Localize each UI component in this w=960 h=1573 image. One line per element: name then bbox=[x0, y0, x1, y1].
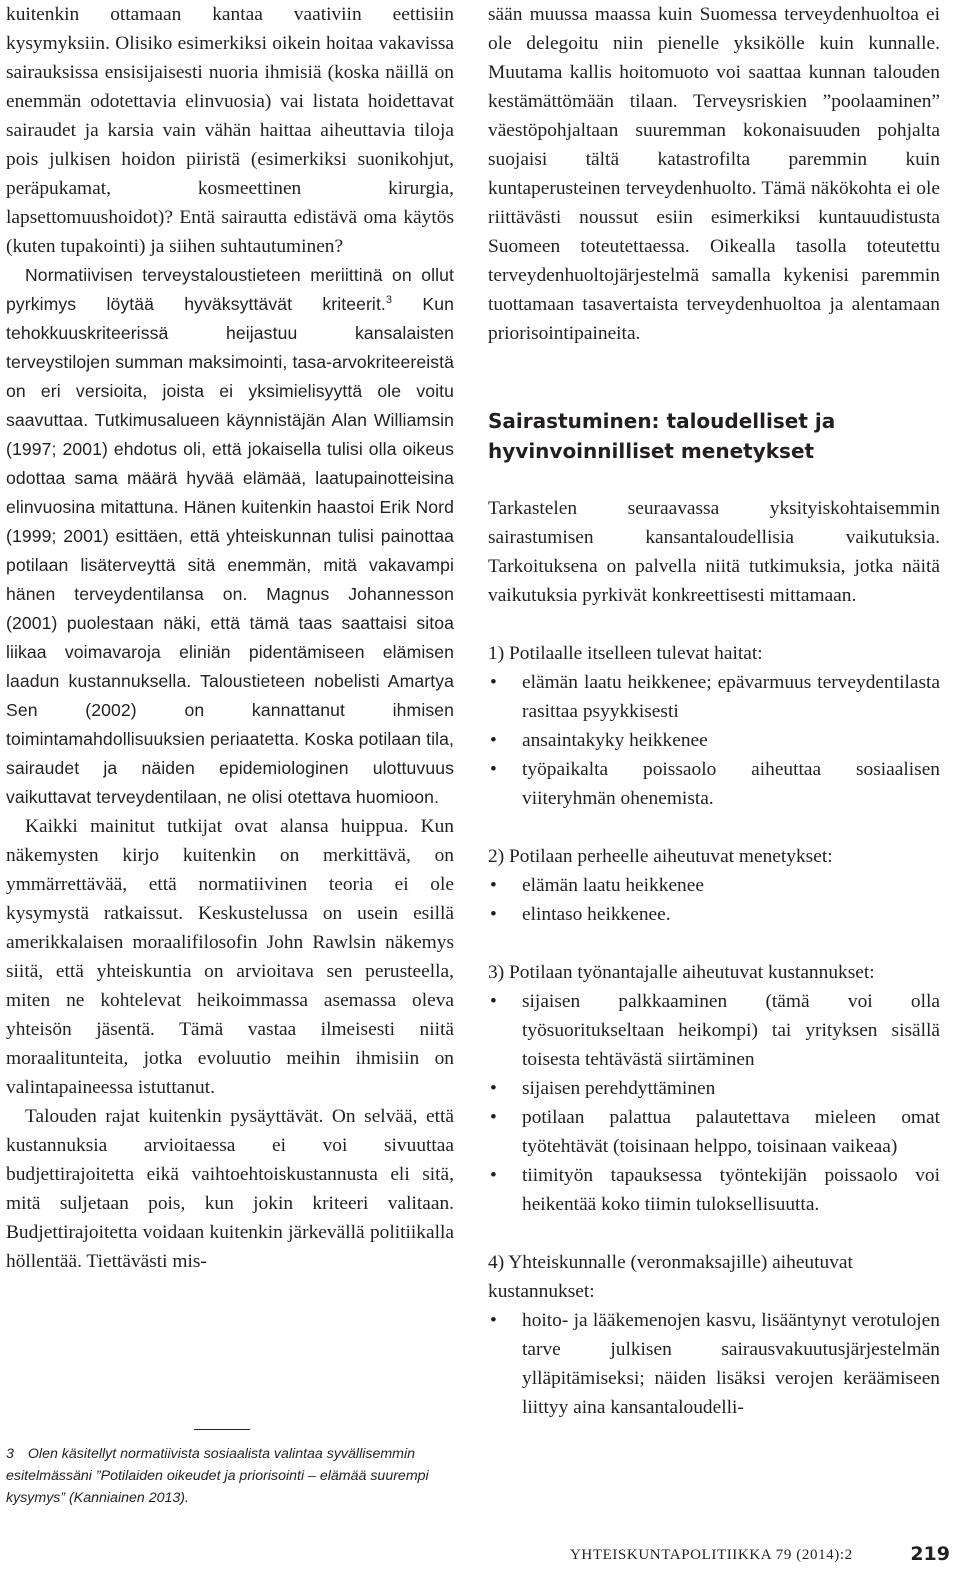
bullet-icon: • bbox=[490, 1078, 497, 1099]
cost-list bbox=[488, 958, 940, 1219]
list-heading: 2) Potilaan perheelle aiheutuvat menetykset: bbox=[488, 846, 833, 867]
bullet-list bbox=[488, 1306, 940, 1422]
list-item bbox=[488, 1161, 940, 1219]
paragraph-text: Normatiivisen terveystaloustieteen meriittinä on ollut pyrkimys löytää hyväksyttävät kriteerit. bbox=[6, 265, 454, 314]
bullet-icon: • bbox=[490, 1310, 497, 1331]
bullet-icon: • bbox=[490, 759, 497, 780]
body-paragraph: sään muussa maassa kuin Suomessa terveydenhuoltoa ei ole delegoitu niin pienelle yksikölle kuin kunnalle. Muutama kallis hoitomuoto voi saattaa kunnan talouden kestämättömään tilaan. Terveysriskien ”poolaaminen” väestöpohjaltaan suuremman kokonaisuuden pohjalta suojaisi tältä katastrofilta paremmin kuin kuntaperusteinen terveydenhuolto. Tämä näkökohta ei ole riittävästi noussut esiin esimerkiksi kuntauudistusta Suomeen toteutettaessa. Oikealla tasolla toteutettu terveydenhuoltojärjestelmä samalla kykenisi paremmin tuottamaan tasavertaista terveydenhuoltoa ja alentamaan priorisointipaineita. bbox=[488, 4, 940, 344]
list-item bbox=[488, 871, 940, 900]
bullet-icon: • bbox=[490, 672, 497, 693]
list-item-text: työpaikalta poissaolo aiheuttaa sosiaalisen viiteryhmän ohenemista. bbox=[522, 759, 940, 809]
list-item bbox=[488, 900, 940, 929]
list-item bbox=[488, 726, 940, 755]
bullet-icon: • bbox=[490, 730, 497, 751]
left-column bbox=[6, 0, 454, 1276]
journal-name: YHTEISKUNTAPOLITIIKKA 79 (2014):2 bbox=[570, 1547, 853, 1563]
page-number: 219 bbox=[910, 1543, 950, 1565]
list-heading: 4) Yhteiskunnalle (veronmaksajille) aiheutuvat kustannukset: bbox=[488, 1252, 853, 1302]
list-item bbox=[488, 1103, 940, 1161]
cost-list bbox=[488, 1248, 940, 1422]
list-item bbox=[488, 1306, 940, 1422]
list-heading: 3) Potilaan työnantajalle aiheutuvat kustannukset: bbox=[488, 962, 875, 983]
list-item bbox=[488, 1074, 940, 1103]
list-item bbox=[488, 987, 940, 1074]
footnote-number: 3 bbox=[6, 1446, 14, 1462]
cost-list bbox=[488, 639, 940, 813]
body-paragraph: Talouden rajat kuitenkin pysäyttävät. On selvää, että kustannuksia arvioitaessa ei voi sivuuttaa budjettirajoitetta eikä vaihtoehtoiskustannusta eli sitä, mitä suljetaan pois, kun jokin kriteeri valitaan. Budjettirajoitetta voidaan kuitenkin järkevällä politiikalla höllentää. Tiettävästi mis- bbox=[6, 1106, 454, 1272]
bullet-icon: • bbox=[490, 991, 497, 1012]
bullet-list bbox=[488, 668, 940, 813]
list-item-text: sijaisen palkkaaminen (tämä voi olla työsuoritukseltaan heikompi) tai yrityksen sisällä toisesta tehtävästä siirtäminen bbox=[522, 991, 940, 1070]
body-paragraph bbox=[6, 261, 454, 812]
list-heading: 1) Potilaalle itselleen tulevat haitat: bbox=[488, 643, 763, 664]
body-paragraph: Tarkastelen seuraavassa yksityiskohtaisemmin sairastumisen kansantaloudellisia vaikutuksia. Tarkoituksena on palvella niitä tutkimuksia, jotka näitä vaikutuksia pyrkivät konkreettisesti mittamaan. bbox=[488, 498, 940, 606]
list-item-text: hoito- ja lääkemenojen kasvu, lisääntynyt verotulojen tarve julkisen sairausvakuutusjärjestelmän ylläpitämiseksi; näiden lisäksi verojen keräämiseen liittyy aina kansantaloudelli- bbox=[522, 1310, 940, 1418]
list-item-text: elämän laatu heikkenee; epävarmuus terveydentilasta rasittaa psyykkisesti bbox=[522, 672, 940, 722]
footnote-reference[interactable]: 3 bbox=[385, 294, 393, 306]
list-item-text: potilaan palattua palautettava mieleen omat työtehtävät (toisinaan helppo, toisinaan vaikeaa) bbox=[522, 1107, 940, 1157]
bullet-icon: • bbox=[490, 904, 497, 925]
list-item-text: ansaintakyky heikkenee bbox=[522, 730, 708, 751]
section-heading: Sairastuminen: taloudelliset ja hyvinvoinnilliset menetykset bbox=[488, 409, 836, 463]
bullet-icon: • bbox=[490, 1165, 497, 1186]
cost-list bbox=[488, 842, 940, 929]
list-item-text: elämän laatu heikkenee bbox=[522, 875, 704, 896]
bullet-icon: • bbox=[490, 875, 497, 896]
list-item bbox=[488, 668, 940, 726]
cost-lists bbox=[488, 639, 940, 1422]
footnote-text: Olen käsitellyt normatiivista sosiaalista valintaa syvällisemmin esitelmässäni ”Potilaiden oikeudet ja priorisointi – elämää suurempi kysymys” (Kanniainen 2013). bbox=[6, 1446, 429, 1506]
body-paragraph: kuitenkin ottamaan kantaa vaativiin eettisiin kysymyksiin. Olisiko esimerkiksi oikein hoitaa vakavissa sairauksissa ensisijaisesti nuoria ihmisiä (koska näillä on enemmän odotettavia elinvuosia) vai listata hoidettavat sairaudet ja karsia vain vähän haittaa aiheuttavia tiloja pois julkisen hoidon piiristä (esimerkiksi suonikohjut, peräpukamat, kosmeettinen kirurgia, lapsettomuushoidot)? Entä sairautta edistävä oma käytös (kuten tupakointi) ja siihen suhtautuminen? bbox=[6, 4, 454, 257]
body-paragraph: Kaikki mainitut tutkijat ovat alansa huippua. Kun näkemysten kirjo kuitenkin on merkittävä, on ymmärrettävää, että normatiivinen teoria ei ole kysymystä ratkaissut. Keskustelussa on usein esillä amerikkalaisen moraalifilosofin John Rawlsin näkemys siitä, että yhteiskuntia on arvioitava sen perusteella, miten ne kohtelevat heikoimmassa asemassa oleva yhteisön jäsentä. Tämä vastaa ilmeisesti niitä moraalitunteita, jotka evoluutio meihin ihmisiin on valintapaineessa istuttanut. bbox=[6, 816, 454, 1098]
paragraph-text: Kun tehokkuuskriteerissä heijastuu kansalaisten terveystilojen summan maksimointi, tasa-arvokriteereistä on eri versioita, joista ei yksimielisyyttä ole voitu saavuttaa. Tutkimusalueen käynnistäjän Alan Williamsin (1997; 2001) ehdotus oli, että jokaisella tulisi olla oikeus odottaa sama määrä hyvää elämää, laatupainotteisina elinvuosina mitattuna. Hänen kuitenkin haastoi Erik Nord (1999; 2001) esittäen, että yhteiskunnan tulisi painottaa potilaan lisäterveyttä sitä enemmän, mitä vakavampi hänen terveydentilansa on. Magnus Johannesson (2001) puolestaan näki, että tämä taas saattaisi sitoa liikaa voimavaroja eliniän pidentämiseen elämisen laadun kustannuksella. Taloustieteen nobelisti Amartya Sen (2002) on kannattanut ihmisen toimintamahdollisuuksien periaatetta. Koska potilaan tila, sairaudet ja näiden epidemiologinen ulottuvuus vaikuttavat terveydentilaan, ne olisi otettava huomioon. bbox=[6, 294, 454, 807]
footnote bbox=[6, 1443, 454, 1509]
list-item-text: sijaisen perehdyttäminen bbox=[522, 1078, 716, 1099]
bullet-list bbox=[488, 987, 940, 1219]
right-column bbox=[488, 0, 940, 1422]
page-footer bbox=[570, 1543, 956, 1569]
list-item-text: tiimityön tapauksessa työntekijän poissaolo voi heikentää koko tiimin tuloksellisuutta. bbox=[522, 1165, 940, 1215]
bullet-list bbox=[488, 871, 940, 929]
list-item bbox=[488, 755, 940, 813]
footnote-divider bbox=[194, 1429, 250, 1430]
list-item-text: elintaso heikkenee. bbox=[522, 904, 671, 925]
bullet-icon: • bbox=[490, 1107, 497, 1128]
